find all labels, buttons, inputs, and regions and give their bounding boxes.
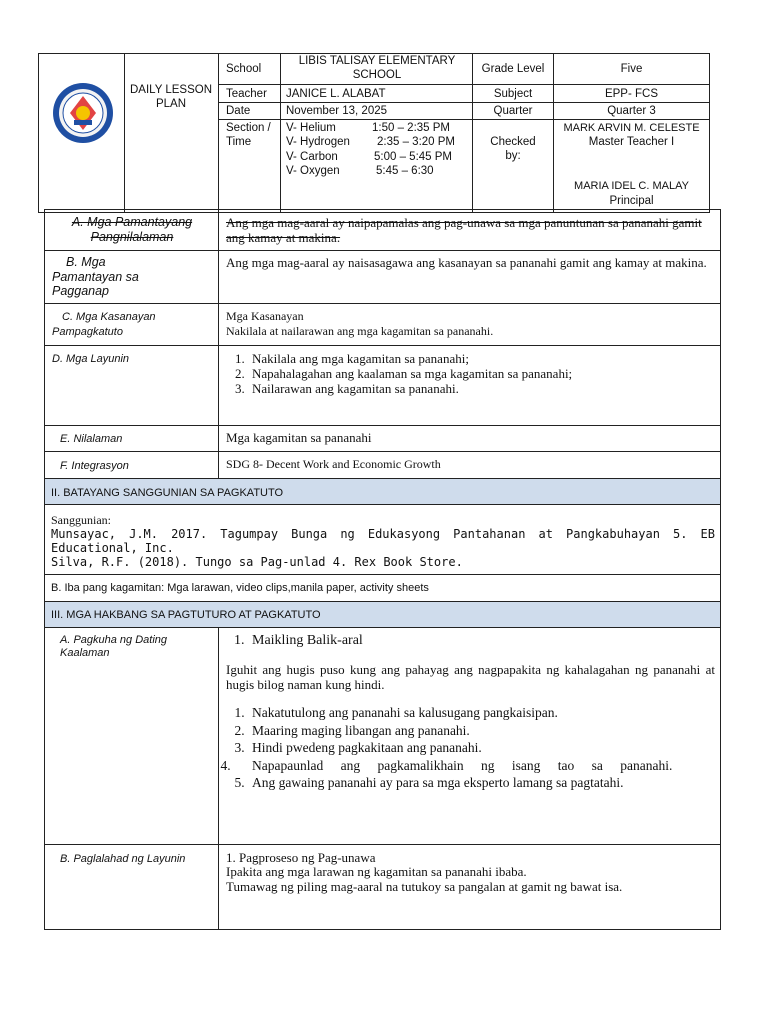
row-d-label: D. Mga Layunin (52, 353, 130, 365)
checker1-name: MARK ARVIN M. CELESTE (563, 122, 700, 134)
row-a-text: Ang mga mag-aaral ay naipapamalas ang pag-unawa sa mga panuntunan sa pananahi gamit ang kamay at makina. (226, 215, 702, 245)
school-label: School (226, 63, 262, 75)
reference-1: Munsayac, J.M. 2017. Tagumpay Bunga ng Edukasyong Pantahanan at Pangkabuhayan 5. EB Educational, Inc. (51, 527, 715, 555)
step-a-heading (226, 634, 363, 648)
teacher-label: Teacher (226, 88, 267, 100)
dlp-title: DAILY LESSON PLAN (129, 84, 213, 110)
step-b-text2: Tumawag ng piling mag-aaral na tutukoy sa pangalan at gamit ng bawat isa. (226, 879, 623, 894)
section-name-1: V- Hydrogen (286, 136, 350, 148)
section-name-3: V- Oxygen (286, 165, 340, 177)
row-c-label: C. Mga Kasanayan Pampagkatuto (52, 311, 156, 338)
section-time-1: 2:35 – 3:20 PM (377, 136, 455, 148)
row-b-label: B. Mga Pamantayan sa Pagganap (52, 255, 139, 298)
row-e-text: Mga kagamitan sa pananahi (226, 430, 372, 445)
checked-by-label: Checked by: (490, 136, 536, 162)
row-b-text: Ang mga mag-aaral ay naisasagawa ang kasanayan sa pananahi gamit ang kamay at makina. (226, 255, 707, 270)
subject-value: EPP- FCS (604, 88, 659, 100)
step-a-list (226, 704, 715, 792)
date-label: Date (226, 105, 251, 117)
step-a-label: A. Pagkuha ng Dating Kaalaman (60, 634, 168, 659)
row-c-text1: Mga Kasanayan (226, 309, 304, 323)
list-item: 3. Hindi pwedeng pagkakitaan ang pananahi. (248, 739, 715, 757)
checker2-name: MARIA IDEL C. MALAY (574, 180, 689, 192)
section-name-0: V- Helium (286, 122, 336, 134)
other-materials: B. Iba pang kagamitan: Mga larawan, video clips,manila paper, activity sheets (51, 582, 429, 594)
teacher-value: JANICE L. ALABAT (286, 88, 386, 100)
list-item: 2. Napahalagahan ang kaalaman sa mga kagamitan sa pananahi; (248, 366, 710, 381)
section-time-3: 5:45 – 6:30 (376, 165, 434, 177)
section-time-0: 1:50 – 2:35 PM (372, 122, 450, 134)
list-item: 4. Napapaunlad ang pagkamalikhain ng isang tao sa pananahi. (248, 757, 715, 775)
checker1-role: Master Teacher I (588, 136, 675, 148)
step-b-text1: Ipakita ang mga larawan ng kagamitan sa pananahi ibaba. (226, 864, 527, 879)
quarter-label: Quarter (493, 105, 533, 117)
list-item: 1. Nakilala ang mga kagamitan sa pananahi; (248, 351, 710, 366)
step-a-instruction: Iguhit ang hugis puso kung ang pahayag ang nagpapakita ng kahalagahan ng pananahi at hugis bilog naman kung hindi. (226, 662, 715, 692)
list-item: 1. Nakatutulong ang pananahi sa kalusugang pangkaisipan. (248, 704, 715, 722)
row-f-text: SDG 8- Decent Work and Economic Growth (226, 457, 441, 471)
reference-label: Sanggunian: (51, 513, 111, 527)
row-c-text2: Nakilala at nailarawan ang mga kagamitan sa pananahi. (226, 324, 494, 338)
school-value: LIBIS TALISAY ELEMENTARY SCHOOL (298, 55, 456, 81)
reference-2: Silva, R.F. (2018). Tungo sa Pag-unlad 4. Rex Book Store. (51, 555, 463, 569)
deped-seal (52, 82, 114, 144)
checker2-role: Principal (609, 195, 654, 207)
date-value: November 13, 2025 (286, 105, 388, 117)
section-label: Section / Time (226, 122, 271, 148)
grade-value: Five (620, 63, 643, 75)
subject-label: Subject (493, 88, 533, 100)
quarter-value: Quarter 3 (607, 105, 656, 117)
grade-label: Grade Level (481, 63, 545, 75)
row-a-label: A. Mga Pamantayang Pangnilalaman (71, 215, 193, 244)
row-e-label: E. Nilalaman (60, 433, 123, 445)
section-2-title: II. BATAYANG SANGGUNIAN SA PAGKATUTO (51, 487, 284, 499)
section-3-title: III. MGA HAKBANG SA PAGTUTURO AT PAGKATUTO (51, 609, 321, 621)
step-b-label: B. Paglalahad ng Layunin (60, 853, 186, 865)
list-item: 3. Nailarawan ang kagamitan sa pananahi. (248, 381, 710, 396)
row-d-list (226, 351, 710, 396)
list-item: 5. Ang gawaing pananahi ay para sa mga eksperto lamang sa pagtatahi. (248, 774, 715, 792)
step-b-heading: 1. Pagproseso ng Pag-unawa (226, 850, 376, 865)
section-time-2: 5:00 – 5:45 PM (374, 151, 452, 163)
section-name-2: V- Carbon (286, 151, 338, 163)
step-a-heading-text: 1. Maikling Balik-aral (248, 634, 363, 648)
list-item: 2. Maaring maging libangan ang pananahi. (248, 722, 715, 740)
row-f-label: F. Integrasyon (60, 460, 129, 472)
